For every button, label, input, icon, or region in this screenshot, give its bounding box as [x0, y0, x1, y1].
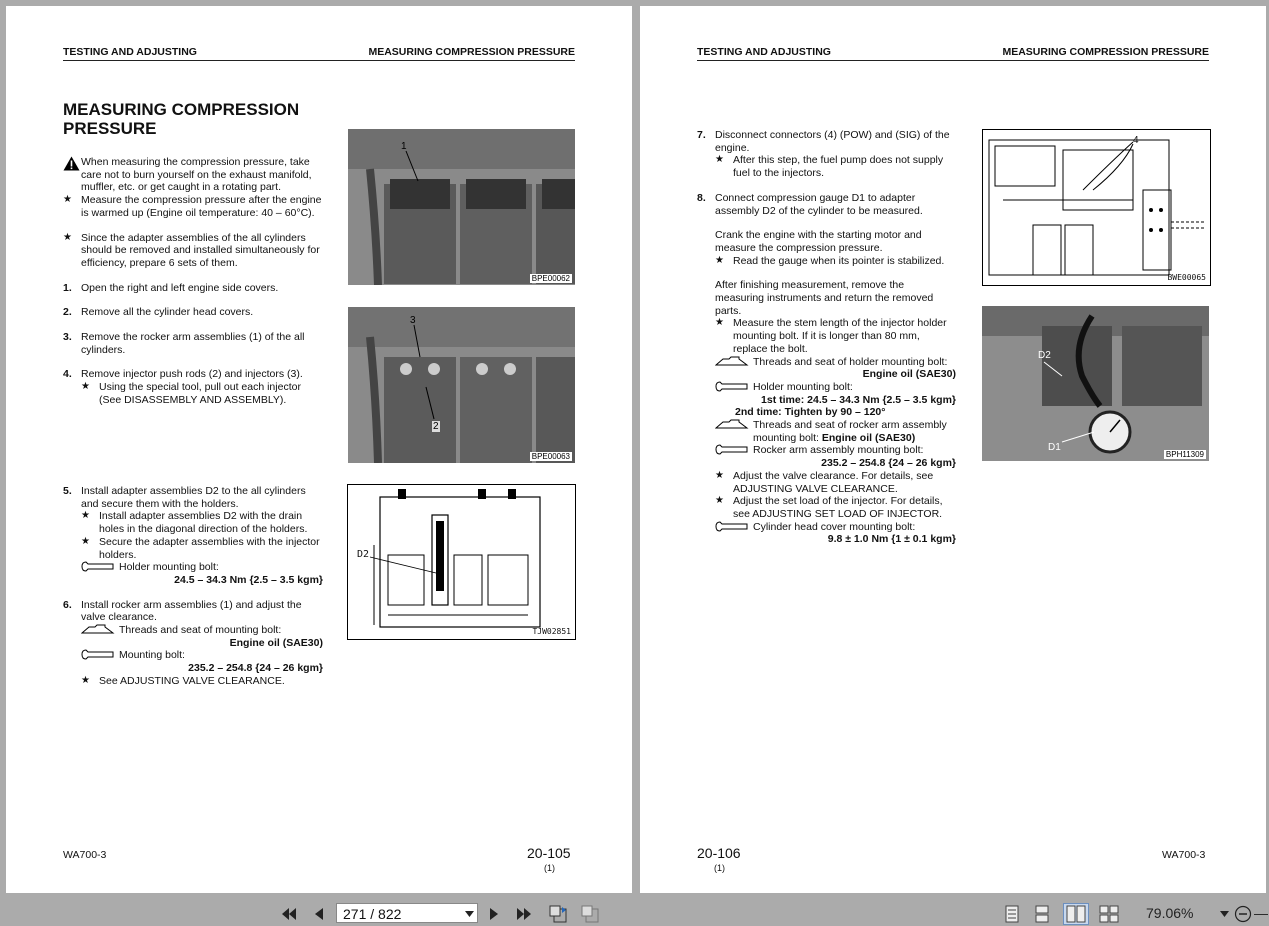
torque-wrench-icon [715, 381, 749, 392]
figure-code: BWE00065 [1167, 273, 1206, 282]
torque-value: 235.2 – 254.8 {24 – 26 kgm} [821, 457, 956, 470]
torque-wrench-icon [715, 444, 749, 455]
after-paragraph: After finishing measurement, remove the measuring instruments and return the removed parts. [715, 279, 934, 317]
figure-push-rod-photo [348, 307, 575, 463]
next-view-icon[interactable] [580, 905, 600, 923]
step-5-note-1: ★ Install adapter assemblies D2 with the drain holes in the diagonal direction of the holders. [81, 510, 323, 535]
figure-rocker-arm-photo [348, 129, 575, 285]
torque-spec: Cylinder head cover mounting bolt: [715, 521, 956, 534]
single-page-view-icon[interactable] [1004, 905, 1020, 923]
header-topic: MEASURING COMPRESSION PRESSURE [1002, 46, 1209, 58]
right-text-column [697, 129, 956, 546]
left-steps-5-6 [63, 485, 323, 688]
previous-view-icon[interactable] [548, 905, 568, 923]
figure-gauge-photo [982, 306, 1209, 461]
torque-value: 9.8 ± 1.0 Nm {1 ± 0.1 kgm} [827, 533, 956, 546]
page-header [63, 46, 575, 61]
figure-callout: D1 [1048, 442, 1061, 453]
torque-value-second: 2nd time: Tighten by 90 – 120° [735, 406, 886, 419]
note-adapter-sets: ★ Since the adapter assemblies of the all cylinders should be removed and installed simultaneously for efficiency, prepare 6 sets of them. [63, 232, 323, 270]
step-7-note: ★ After this step, the fuel pump does not supply fuel to the injectors. [715, 154, 956, 179]
page-revision: (1) [544, 863, 555, 873]
lubricant-spec: Threads and seat of holder mounting bolt: [715, 356, 956, 369]
two-page-view-icon[interactable] [1063, 903, 1089, 925]
last-page-icon[interactable] [516, 906, 532, 922]
crank-paragraph: Crank the engine with the starting motor and measure the compression pressure. [715, 229, 922, 254]
toolbar-overflow-icon[interactable]: — [1254, 905, 1268, 921]
figure-callout: 1 [401, 141, 407, 152]
footer-model: WA700-3 [1162, 849, 1206, 861]
page-number: 20-106 [697, 845, 741, 861]
figure-callout: D2 [357, 549, 370, 560]
lubricant-value: Engine oil (SAE30) [862, 368, 956, 381]
oil-can-icon [715, 419, 749, 430]
crank-note: ★ Read the gauge when its pointer is stabilized. [715, 255, 956, 268]
footer-model: WA700-3 [63, 849, 107, 861]
page-title: MEASURING COMPRESSION PRESSURE [63, 100, 300, 138]
warning-icon [63, 156, 80, 171]
two-page-continuous-view-icon[interactable] [1098, 905, 1120, 923]
step-6-note: ★ See ADJUSTING VALVE CLEARANCE. [81, 675, 323, 688]
next-page-icon[interactable] [488, 906, 500, 922]
figure-callout: 3 [410, 315, 416, 326]
step-7: 7. Disconnect connectors (4) (POW) and (SIG) of the engine. [697, 129, 950, 154]
figure-callout: 4 [1133, 135, 1139, 146]
torque-wrench-icon [715, 521, 749, 532]
step-4: 4. Remove injector push rods (2) and injectors (3). [63, 368, 303, 381]
previous-page-icon[interactable] [313, 906, 325, 922]
lubricant-value: Engine oil (SAE30) [821, 431, 916, 444]
lubricant-value: Engine oil (SAE30) [229, 636, 323, 649]
page-header [697, 46, 1209, 61]
warning-paragraph: When measuring the compression pressure, take care not to burn yourself on the exhaust manifold, muffler, etc. or get caught in a rotating part. [63, 156, 323, 194]
header-section: TESTING AND ADJUSTING [697, 46, 831, 58]
figure-code: BPE00063 [531, 452, 570, 461]
step-1: 1. Open the right and left engine side covers. [63, 281, 279, 294]
lubricant-spec: Threads and seat of mounting bolt: [81, 624, 323, 637]
zoom-level[interactable]: 79.06% [1146, 905, 1194, 921]
left-page [6, 6, 632, 893]
torque-value: 235.2 – 254.8 {24 – 26 kgm} [188, 662, 323, 675]
step-5: 5. Install adapter assemblies D2 to the all cylinders and secure them with the holders. [63, 485, 306, 510]
first-page-icon[interactable] [281, 906, 297, 922]
chevron-down-icon[interactable] [465, 911, 474, 917]
injector-note: ★ Adjust the set load of the injector. For details, see ADJUSTING SET LOAD OF INJECTOR. [715, 495, 956, 520]
oil-can-icon [81, 624, 115, 635]
step-6: 6. Install rocker arm assemblies (1) and adjust the valve clearance. [63, 598, 302, 624]
figure-code: BPH11309 [1165, 450, 1204, 459]
zoom-dropdown-icon[interactable] [1220, 911, 1229, 917]
torque-spec: Holder mounting bolt: [715, 381, 956, 394]
step-3: 3. Remove the rocker arm assemblies (1) of the all cylinders. [63, 331, 305, 356]
figure-code: TJW02851 [532, 627, 571, 636]
page-number: 20-105 [527, 845, 571, 861]
oil-can-icon [715, 356, 749, 367]
bolt-length-note: ★ Measure the stem length of the injector holder mounting bolt. If it is longer than 80 mm, replace the bolt. [715, 317, 956, 355]
figure-callout: 2 [433, 421, 439, 432]
left-text-column [63, 156, 323, 407]
figure-callout: D2 [1038, 350, 1051, 361]
figure-connector-diagram [982, 129, 1211, 286]
zoom-out-icon[interactable] [1234, 905, 1252, 923]
figure-code: BPE00062 [531, 274, 570, 283]
note-warm-up: ★ Measure the compression pressure after the engine is warmed up (Engine oil temperature: 40 – 60°C). [63, 194, 323, 219]
lubricant-spec: Threads and seat of rocker arm assembly mounting bolt: Engine oil (SAE30) [715, 419, 956, 444]
torque-spec: Rocker arm assembly mounting bolt: [715, 444, 956, 457]
page-number-input[interactable]: 271 / 822 [336, 903, 478, 923]
step-5-note-2: ★ Secure the adapter assemblies with the injector holders. [81, 536, 323, 561]
torque-spec: Mounting bolt: [81, 649, 323, 662]
torque-spec: Holder mounting bolt: [81, 561, 323, 574]
figure-adapter-diagram [347, 484, 576, 640]
page-revision: (1) [714, 863, 725, 873]
torque-value: 24.5 – 34.3 Nm {2.5 – 3.5 kgm} [174, 573, 323, 586]
header-section: TESTING AND ADJUSTING [63, 46, 197, 58]
torque-value-first: 1st time: 24.5 – 34.3 Nm {2.5 – 3.5 kgm} [761, 393, 956, 406]
header-topic: MEASURING COMPRESSION PRESSURE [368, 46, 575, 58]
step-8: 8. Connect compression gauge D1 to adapter assembly D2 of the cylinder to be measured. [697, 191, 923, 217]
torque-wrench-icon [81, 649, 115, 660]
torque-wrench-icon [81, 561, 115, 572]
right-page [640, 6, 1266, 893]
step-2: 2. Remove all the cylinder head covers. [63, 306, 254, 319]
continuous-view-icon[interactable] [1034, 905, 1050, 923]
valve-note: ★ Adjust the valve clearance. For details, see ADJUSTING VALVE CLEARANCE. [715, 470, 956, 495]
step-4-note: ★ Using the special tool, pull out each injector (See DISASSEMBLY AND ASSEMBLY). [63, 381, 323, 406]
